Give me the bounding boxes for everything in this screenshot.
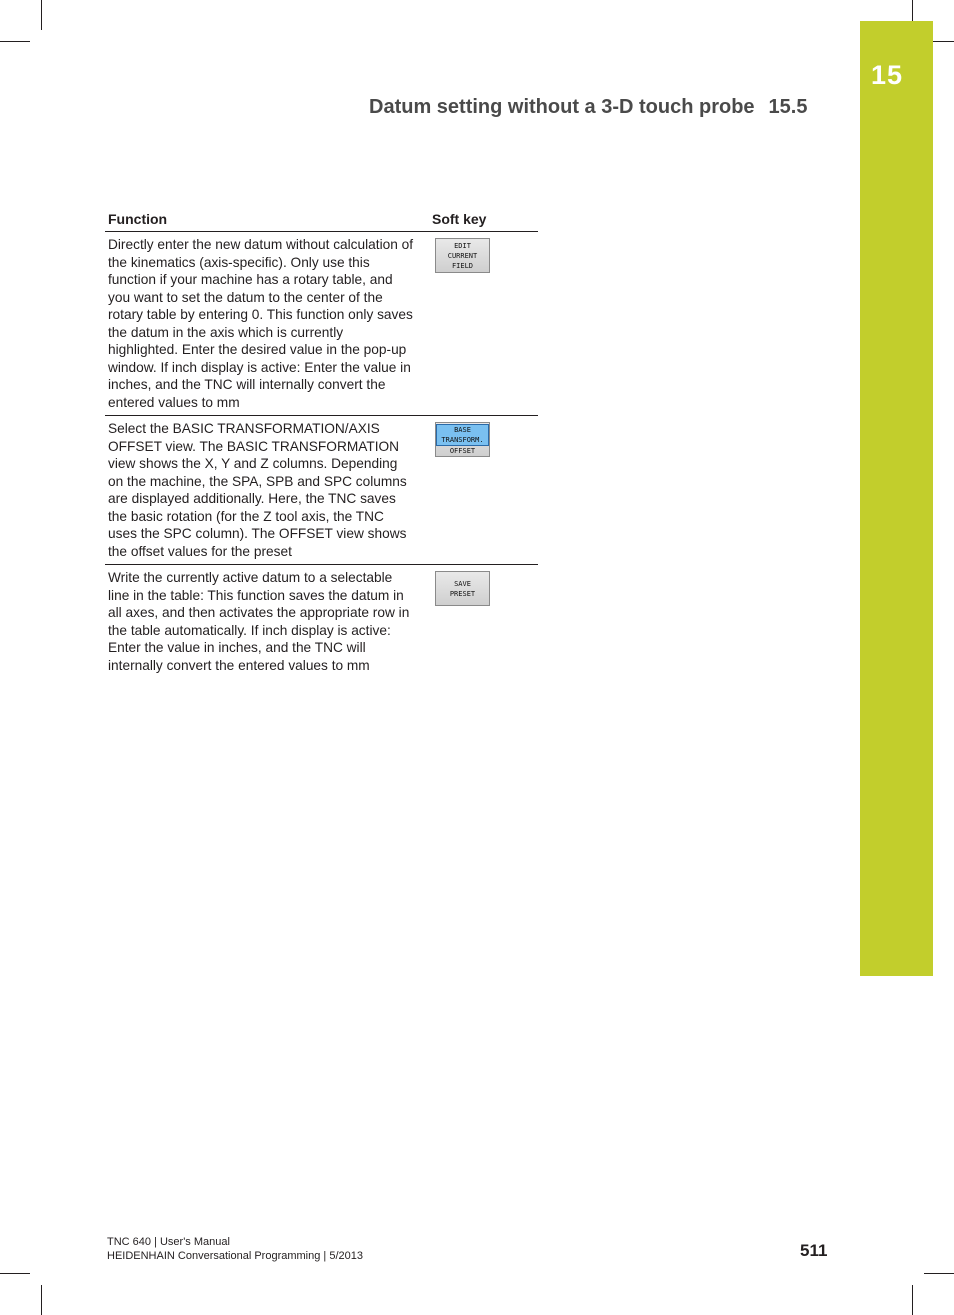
function-table [105,208,538,678]
base-transform-offset-softkey[interactable] [435,422,490,457]
footer-line: TNC 640 | User's Manual [107,1236,230,1248]
softkey-label: CURRENT [447,251,478,260]
table-row [105,416,538,565]
crop-mark [41,1285,42,1315]
save-preset-softkey[interactable] [435,571,490,606]
softkey-label: PRESET [449,589,476,598]
header-softkey: Soft key [432,211,487,227]
footer-line: HEIDENHAIN Conversational Programming | 5/2013 [107,1250,363,1262]
crop-mark [0,1273,30,1274]
softkey-label: EDIT [454,241,471,250]
softkey-active-segment [436,424,489,446]
softkey-label: SAVE [454,579,471,588]
page-footer [107,1235,363,1263]
softkey-cell [432,565,490,678]
softkey-label: OFFSET [449,446,476,455]
crop-mark [41,0,42,30]
softkey-label: BASE [454,425,471,434]
table-header [105,208,538,232]
chapter-number: 15 [871,60,904,90]
crop-mark [912,1285,913,1315]
table-row [105,565,538,678]
softkey-cell [432,232,490,415]
crop-mark [924,1273,954,1274]
header-function: Function [108,211,168,227]
edit-current-field-softkey[interactable] [435,238,490,273]
softkey-label: FIELD [451,261,474,270]
crop-mark [0,41,30,42]
section-header [369,96,829,119]
function-description: Directly enter the new datum without calculation of the kinematics (axis-specific). Only use this function if your machine has a rotary table, and you want to set the datum to the center of the rotary table by entering 0. This function only saves the datum in the axis which is currently highlighted. Enter the desired value in the pop-up window. If inch display is active: Enter the value in inches, and the TNC will internally convert the entered values to mm [108,237,414,410]
page-number: 511 [800,1241,828,1260]
table-row [105,232,538,416]
section-number: 15.5 [768,96,808,118]
function-description: Write the currently active datum to a selectable line in the table: This function saves the datum in all axes, and then activates the appropriate row in the table automatically. If inch display is active: Enter the value in inches, and the TNC will internally convert the entered values to mm [108,570,410,673]
chapter-tab [860,21,933,976]
softkey-label: TRANSFORM. [441,435,484,444]
function-description: Select the BASIC TRANSFORMATION/AXIS OFFSET view. The BASIC TRANSFORMATION view shows the X, Y and Z columns. Depending on the machine, the SPA, SPB and SPC columns are displayed additionally. Here, the TNC saves the basic rotation (for the Z tool axis, the TNC uses the SPC column). The OFFSET view shows the offset values for the preset [108,421,407,559]
section-title: Datum setting without a 3-D touch probe [369,96,755,118]
softkey-cell [432,416,490,564]
